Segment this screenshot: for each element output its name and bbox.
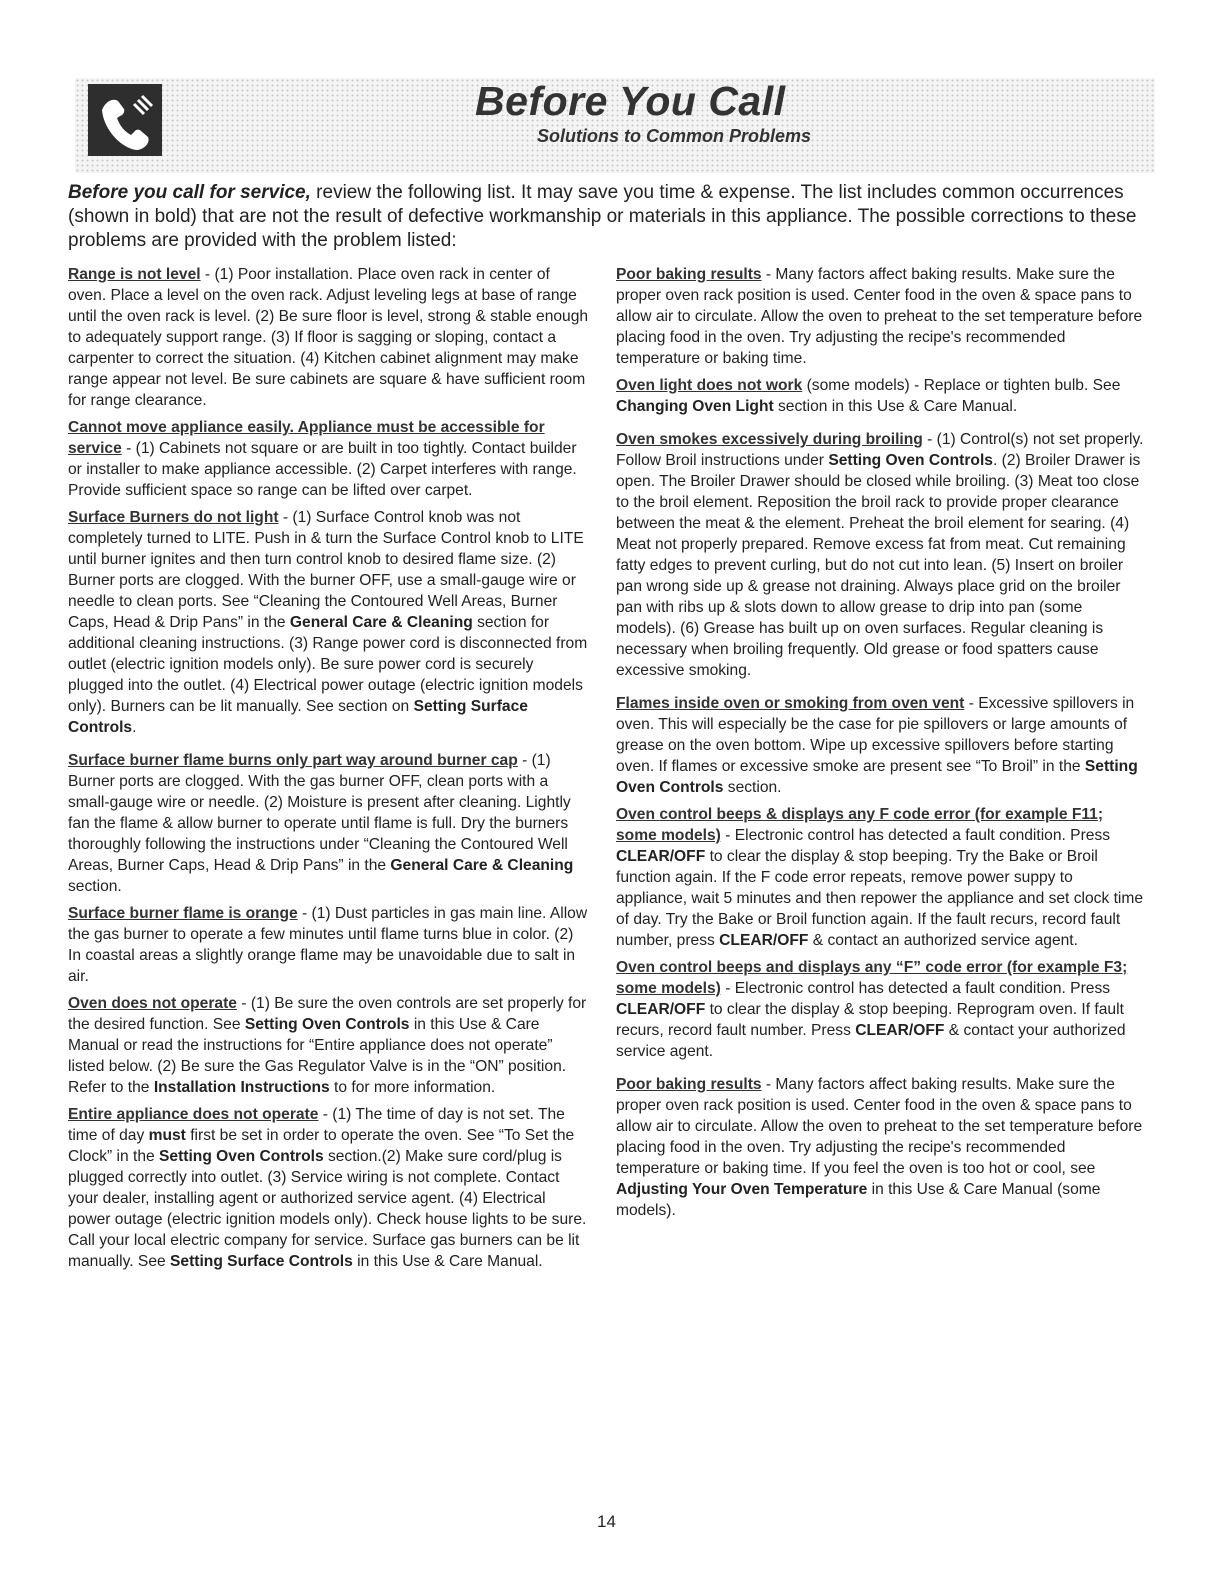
entry-heading: Surface Burners do not light <box>68 509 279 526</box>
left-column <box>68 264 590 1278</box>
entry-beeps-f11 <box>616 804 1146 951</box>
entry-burners-no-light <box>68 507 590 738</box>
page-title: Before You Call <box>475 78 786 124</box>
entry-heading: Oven light does not work <box>616 377 803 394</box>
entry-bold: General Care & Cleaning <box>289 614 473 631</box>
entry-text: section for additional cleaning instructions. (3) Range power cord is disconnected from outlet (electric ignition models only). Be sure power cord is securely plugged into the outlet. (4) Electrical power outage (electric ignition models only). Burners can be lit manually. See section on <box>68 614 588 715</box>
intro-body: review the following list. It may save you time & expense. The list includes common occurrences (shown in bold) that are not the result of defective workmanship or materials in this appliance. The possible corrections to these problems are provided with the problem listed: <box>68 182 1137 251</box>
entry-text: - Excessive spillovers in oven. This will especially be the case for pie spillovers or large amounts of grease on the oven bottom. Wipe up excessive spillovers before starting oven. If flames or excessive smoke are present see “To Broil” in the <box>616 695 1135 775</box>
entry-oven-light <box>616 375 1146 417</box>
entry-text: section.(2) Make sure cord/plug is plugged correctly into outlet. (3) Service wiring is not complete. Contact your dealer, installing agent or authorized service agent. (4) Electrical power outage (electric ignition models only). Check house lights to be sure. Call your local electric company for service. Surface gas burners can be lit manually. See <box>68 1148 587 1270</box>
entry-text: - (1) Dust particles in gas main line. Allow the gas burner to operate a few minutes until flame turns blue in color. (2) In coastal areas a slightly orange flame may be unavoidable due to salt in air. <box>68 905 588 985</box>
entry-text: - (1) Burner ports are clogged. With the gas burner OFF, clean ports with a small-gauge wire or needle. (2) Moisture is present after cleaning. Lightly fan the flame & allow burner to operate until flame is full. Dry the burners thoroughly following the instructions under “Cleaning the Contoured Well Areas, Burner Caps, Head & Drip Pans” in the <box>68 752 571 874</box>
entry-heading: Entire appliance does not operate <box>68 1106 319 1123</box>
entry-bold: Setting Oven Controls <box>244 1016 410 1033</box>
entry-text: - (1) Be sure the oven controls are set properly for the desired function. See <box>68 995 587 1033</box>
entry-text: - Many factors affect baking results. Make sure the proper oven rack position is used. Center food in the oven & space pans to allow air to circulate. Allow the oven to preheat to the set temperature before placing food in the oven. Try adjusting the recipe's recommended temperature or baking time. If you feel the oven is too hot or cool, see <box>616 1076 1143 1177</box>
entry-bold: CLEAR/OFF <box>855 1022 945 1039</box>
entry-heading: Flames inside oven or smoking from oven vent <box>616 695 965 712</box>
entry-heading: Oven smokes excessively during broiling <box>616 431 923 448</box>
entry-beeps-f3 <box>616 957 1146 1062</box>
entry-bold: General Care & Cleaning <box>390 857 574 874</box>
entry-bold: CLEAR/OFF <box>616 848 706 865</box>
entry-heading: Oven does not operate <box>68 995 237 1012</box>
entry-bold: CLEAR/OFF <box>719 932 809 949</box>
entry-oven-smokes <box>616 429 1146 681</box>
entry-poor-baking-2 <box>616 1074 1146 1221</box>
entry-bold: Installation Instructions <box>153 1079 330 1096</box>
entry-text: & contact an authorized service agent. <box>808 932 1078 949</box>
entry-oven-not-operate <box>68 993 590 1098</box>
entry-text: - (1) The time of day is not set. The time of day <box>68 1106 565 1144</box>
entry-bold: Adjusting Your Oven Temperature <box>616 1181 868 1198</box>
entry-flame-orange <box>68 903 590 987</box>
entry-heading: Cannot move appliance easily. Appliance must be accessible for service <box>68 419 545 457</box>
entry-entire-not-operate <box>68 1104 590 1272</box>
entry-bold: Setting Surface Controls <box>170 1253 353 1270</box>
entry-heading: Range is not level <box>68 266 201 283</box>
entry-bold: Setting Oven Controls <box>159 1148 324 1165</box>
entry-text: - (1) Control(s) not set properly. Follow Broil instructions under <box>616 431 1144 469</box>
entry-text: - Electronic control has detected a fault condition. Press <box>720 980 1111 997</box>
intro-lead: Before you call for service, <box>68 182 311 203</box>
entry-text: to clear the display & stop beeping. Reprogram oven. If fault recurs, record fault number. Press <box>616 1001 1124 1039</box>
entry-text: - (1) Cabinets not square or are built in too tightly. Contact builder or installer to make appliance accessible. (2) Carpet interferes with range. Provide sufficient space so range can be lifted over carpet. <box>68 440 577 499</box>
entry-text: - Electronic control has detected a fault condition. Press <box>720 827 1111 844</box>
entry-flames-inside <box>616 693 1146 798</box>
entry-text: section. <box>723 779 782 796</box>
entry-text: - (1) Poor installation. Place oven rack in center of oven. Place a level on the oven rack. Adjust leveling legs at base of range until the oven rack is level. (2) Be sure floor is level, strong & stable enough to adequately support range. (3) If floor is sagging or sloping, contact a carpenter to correct the situation. (4) Kitchen cabinet alignment may make range appear not level. Be sure cabinets are square & have sufficient room for range clearance. <box>68 266 589 409</box>
entry-bold: Setting Surface Controls <box>68 698 528 736</box>
entry-heading: Surface burner flame is orange <box>68 905 298 922</box>
page-subtitle: Solutions to Common Problems <box>537 126 812 146</box>
entry-poor-baking-1 <box>616 264 1146 369</box>
entry-heading: Poor baking results <box>616 266 762 283</box>
page-number: 14 <box>597 1512 616 1531</box>
entry-heading: Poor baking results <box>616 1076 762 1093</box>
entry-text: in this Use & Care Manual or read the instructions for “Entire appliance does not operate” listed below. (2) Be sure the Gas Regulator Valve is in the “ON” position. Refer to the <box>68 1016 567 1096</box>
entry-text: (some models) - Replace or tighten bulb. See <box>802 377 1121 394</box>
entry-range-not-level <box>68 264 590 411</box>
entry-cannot-move <box>68 417 590 501</box>
entry-text: in this Use & Care Manual (some models). <box>616 1181 1101 1219</box>
entry-heading: Oven control beeps and displays any “F” code error (for example F3; some models) <box>616 959 1128 997</box>
entry-bold: Setting Oven Controls <box>828 452 993 469</box>
entry-text: - (1) Surface Control knob was not completely turned to LITE. Push in & turn the Surface Control knob to LITE until burner ignites and then turn control knob to desired flame size. (2) Burner ports are clogged. With the burner OFF, use a small-gauge wire or needle to clean ports. See “Cleaning the Contoured Well Areas, Burner Caps, Head & Drip Pans” in the <box>68 509 584 631</box>
phone-icon <box>88 84 162 156</box>
entry-text: first be set in order to operate the oven. See “To Set the Clock” in the <box>68 1127 575 1165</box>
entry-text: . (2) Broiler Drawer is open. The Broiler Drawer should be closed while broiling. (3) Meat too close to the broil element. Reposition the broil rack to provide proper clearance between the meat & the element. Preheat the broil element for searing. (4) Meat not properly prepared. Remove excess fat from meat. Cut remaining fatty edges to prevent curling, but do not cut into lean. (5) Insert on broiler pan wrong side up & grease not draining. Always place grid on the broiler pan with ribs up & slots down to allow grease to drip into pan (some models). (6) Grease has built up on oven surfaces. Regular cleaning is necessary when broiling frequently. Old grease or food spatters cause excessive smoking. <box>616 452 1141 679</box>
intro-paragraph <box>68 181 1154 253</box>
entry-text: in this Use & Care Manual. <box>352 1253 543 1270</box>
right-column <box>616 264 1146 1227</box>
entry-text: - Many factors affect baking results. Make sure the proper oven rack position is used. Center food in the oven & space pans to allow air to circulate. Allow the oven to preheat to the set temperature before placing food in the oven. Try adjusting the recipe's recommended temperature or baking time. <box>616 266 1143 367</box>
entry-text: to for more information. <box>329 1079 496 1096</box>
entry-text: section. <box>68 878 122 895</box>
entry-bold: must <box>148 1127 186 1144</box>
entry-heading: Surface burner flame burns only part way around burner cap <box>68 752 518 769</box>
entry-text: & contact your authorized service agent. <box>616 1022 1126 1060</box>
entry-text: to clear the display & stop beeping. Try the Bake or Broil function again. If the F code error repeats, remove power suppy to appliance, wait 5 minutes and then repower the appliance and set clock time of day. Try the Bake or Broil function again. If the fault recurs, record fault number, press <box>616 848 1144 949</box>
entry-text: section in this Use & Care Manual. <box>773 398 1018 415</box>
entry-bold: Changing Oven Light <box>616 398 774 415</box>
entry-text: . <box>132 719 137 736</box>
entry-flame-partway <box>68 750 590 897</box>
entry-heading: Oven control beeps & displays any F code error (for example F11; some models) <box>616 806 1104 844</box>
entry-bold: CLEAR/OFF <box>616 1001 706 1018</box>
entry-bold: Setting Oven Controls <box>616 758 1138 796</box>
